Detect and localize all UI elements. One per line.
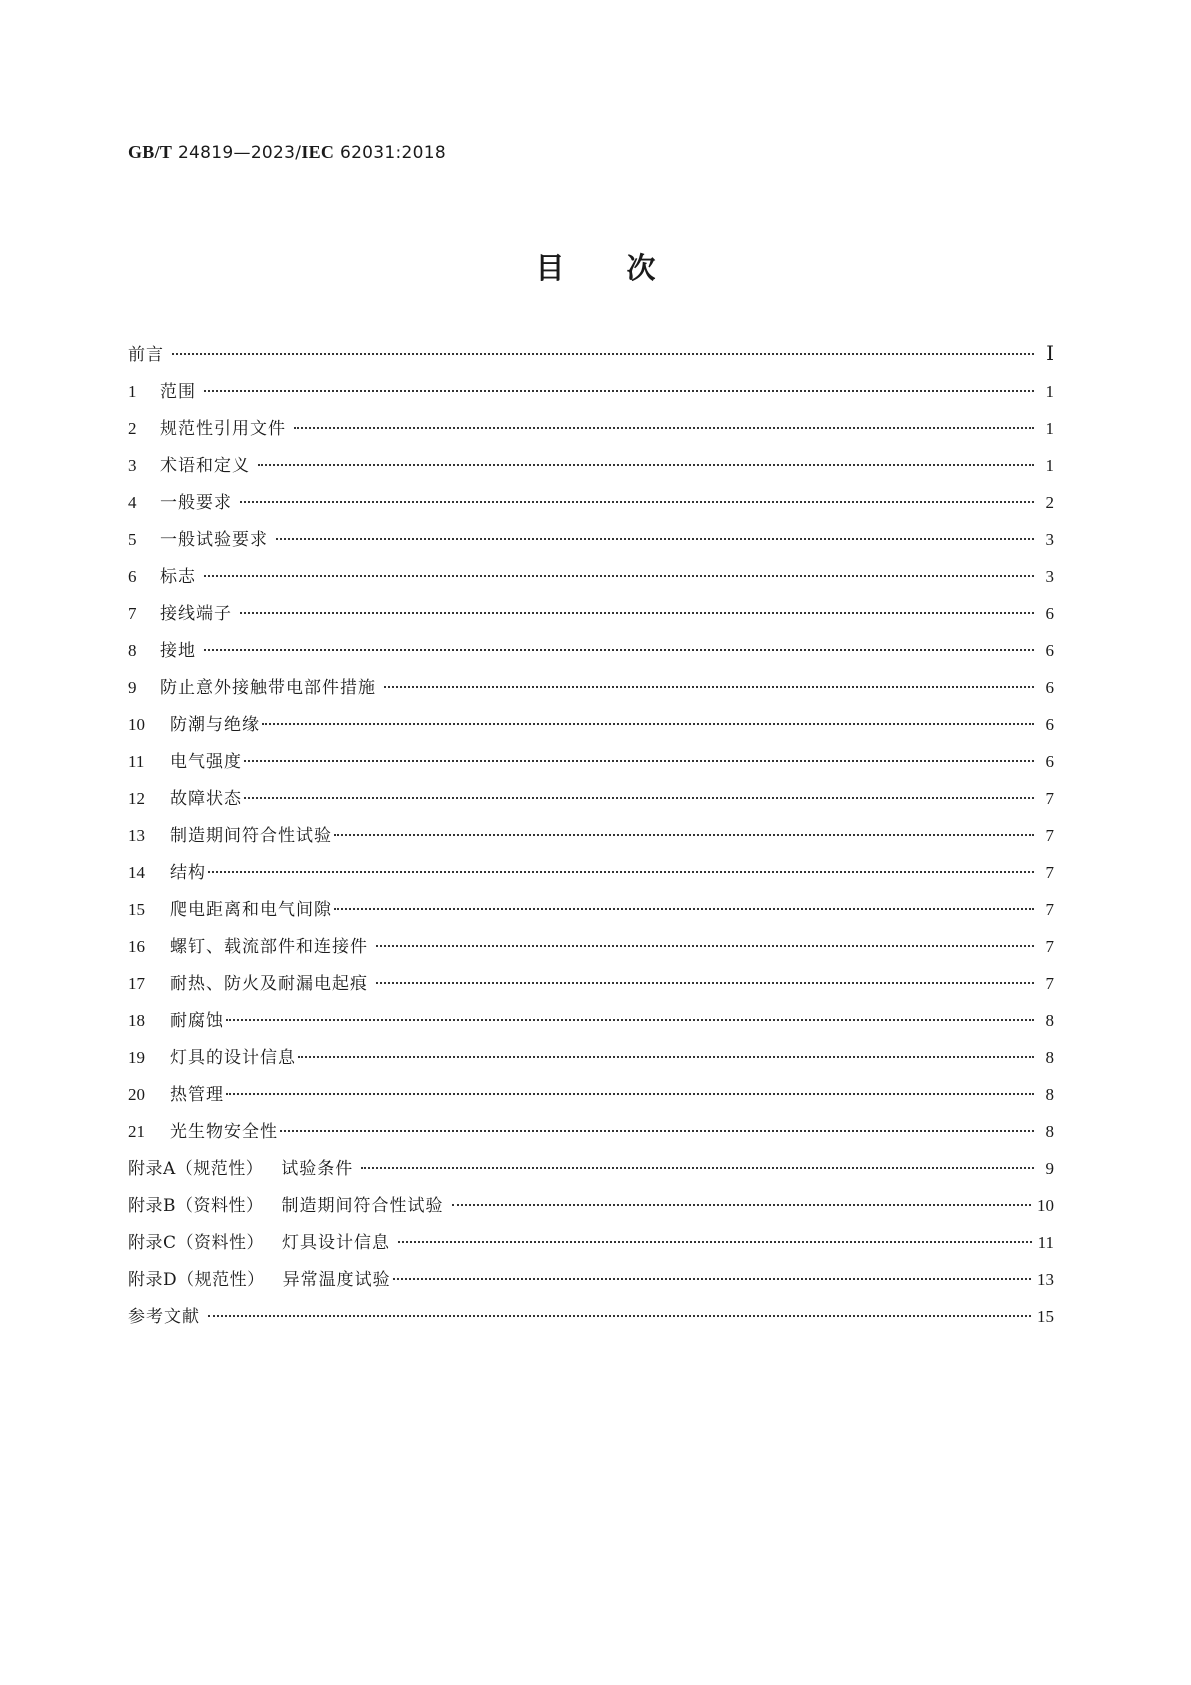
toc-entry-number: 4 (128, 493, 137, 512)
appendix-tag: 附录A（规范性） (128, 1159, 264, 1179)
toc-entry-section[interactable] (128, 673, 1054, 710)
toc-entry-label: 结构 (170, 863, 206, 883)
toc-entry-number: 13 (128, 826, 145, 845)
toc-entry-label: 制造期间符合性试验 (281, 1196, 444, 1216)
toc-entry-label: 范围 (160, 382, 196, 402)
toc-entry-page: 7 (1045, 789, 1054, 808)
page-title: 目次 (535, 251, 718, 285)
toc-entry-section[interactable] (128, 525, 1054, 562)
toc-leader-dots (258, 464, 1034, 466)
toc-entry-page: 6 (1045, 641, 1054, 660)
toc-entry-label: 防潮与绝缘 (170, 715, 260, 735)
toc-entry-section[interactable] (128, 784, 1054, 821)
toc-leader-dots (204, 575, 1034, 577)
toc-entry-number: 20 (128, 1085, 145, 1104)
toc-leader-dots (452, 1204, 1032, 1206)
toc-entry-page: 3 (1045, 567, 1054, 586)
toc-leader-dots (298, 1056, 1034, 1058)
toc-leader-dots (384, 686, 1034, 688)
toc-entry-number: 11 (128, 752, 145, 771)
toc-entry-label: 一般要求 (160, 493, 232, 513)
toc-entry-number: 15 (128, 900, 145, 919)
appendix-tag: 附录B（资料性） (128, 1196, 264, 1216)
toc-leader-dots (204, 649, 1034, 651)
toc-entry-label: 术语和定义 (160, 456, 250, 476)
toc-entry-bibliography[interactable] (128, 1302, 1054, 1339)
toc-entry-appendix[interactable] (128, 1265, 1054, 1302)
toc-leader-dots (398, 1241, 1032, 1243)
standard-number: 24819—2023/ (177, 143, 302, 163)
toc-entry-label: 接地 (160, 641, 196, 661)
toc-entry-label: 异常温度试验 (282, 1270, 391, 1290)
toc-entry-section[interactable] (128, 1080, 1054, 1117)
toc-entry-page: Ⅰ (1046, 343, 1054, 365)
toc-entry-page: 8 (1045, 1011, 1054, 1030)
toc-entry-label: 接线端子 (160, 604, 232, 624)
toc-entry-label: 螺钉、载流部件和连接件 (170, 937, 368, 957)
toc-entry-section[interactable] (128, 932, 1054, 969)
toc-entry-section[interactable] (128, 895, 1054, 932)
toc-entry-page: 10 (1037, 1196, 1054, 1215)
toc-entry-page: 1 (1045, 456, 1054, 475)
toc-leader-dots (280, 1130, 1034, 1132)
toc-leader-dots (361, 1167, 1034, 1169)
toc-entry-section[interactable] (128, 710, 1054, 747)
toc-entry-foreword[interactable] (128, 340, 1054, 377)
toc-entry-label: 制造期间符合性试验 (170, 826, 332, 846)
toc-entry-section[interactable] (128, 414, 1054, 451)
toc-entry-page: 7 (1045, 937, 1054, 956)
toc-entry-label: 规范性引用文件 (160, 419, 286, 439)
toc-entry-label: 试验条件 (281, 1159, 354, 1179)
toc-leader-dots (276, 538, 1034, 540)
toc-entry-page: 7 (1045, 863, 1054, 882)
toc-entry-number: 14 (128, 863, 145, 882)
toc-entry-section[interactable] (128, 1006, 1054, 1043)
toc-entry-number: 9 (128, 678, 137, 697)
toc-leader-dots (376, 982, 1034, 984)
toc-entry-label: 标志 (160, 567, 196, 587)
toc-leader-dots (172, 353, 1034, 355)
toc-entry-section[interactable] (128, 488, 1054, 525)
toc-entry-appendix[interactable] (128, 1154, 1054, 1191)
toc-entry-number: 8 (128, 641, 137, 660)
toc-entry-number: 12 (128, 789, 145, 808)
toc-entry-page: 7 (1045, 974, 1054, 993)
toc-entry-section[interactable] (128, 858, 1054, 895)
toc-leader-dots (226, 1093, 1034, 1095)
toc-entry-page: 6 (1045, 678, 1054, 697)
toc-entry-page: 8 (1045, 1048, 1054, 1067)
toc-entry-label: 防止意外接触带电部件措施 (160, 678, 376, 698)
toc-entry-number: 17 (128, 974, 145, 993)
toc-entry-number: 3 (128, 456, 137, 475)
appendix-tag: 附录D（规范性） (128, 1270, 265, 1290)
toc-entry-page: 7 (1045, 826, 1054, 845)
toc-entry-appendix[interactable] (128, 1191, 1054, 1228)
toc-entry-page: 2 (1045, 493, 1054, 512)
toc-entry-section[interactable] (128, 599, 1054, 636)
toc-entry-label: 爬电距离和电气间隙 (170, 900, 332, 920)
toc-entry-label: 耐腐蚀 (170, 1011, 224, 1031)
toc-leader-dots (208, 1315, 1031, 1317)
toc-entry-label: 电气强度 (170, 752, 242, 772)
table-of-contents (128, 340, 1054, 1339)
toc-entry-label: 一般试验要求 (160, 530, 268, 550)
toc-entry-page: 6 (1045, 604, 1054, 623)
toc-entry-page: 7 (1045, 900, 1054, 919)
toc-entry-section[interactable] (128, 969, 1054, 1006)
appendix-tag: 附录C（资料性） (128, 1233, 265, 1253)
toc-leader-dots (294, 427, 1034, 429)
toc-entry-section[interactable] (128, 562, 1054, 599)
toc-leader-dots (226, 1019, 1034, 1021)
toc-entry-section[interactable] (128, 1043, 1054, 1080)
iec-number: 62031:2018 (339, 143, 447, 163)
toc-entry-number: 10 (128, 715, 145, 734)
standard-code (128, 142, 446, 163)
toc-entry-label: 光生物安全性 (170, 1122, 278, 1142)
toc-entry-section[interactable] (128, 451, 1054, 488)
toc-leader-dots (334, 834, 1034, 836)
toc-entry-label: 故障状态 (170, 789, 242, 809)
toc-leader-dots (393, 1278, 1031, 1280)
toc-entry-page: 11 (1037, 1233, 1054, 1252)
toc-entry-section[interactable] (128, 636, 1054, 673)
standard-prefix: GB/T (128, 142, 173, 162)
toc-entry-number: 2 (128, 419, 137, 438)
toc-entry-appendix[interactable] (128, 1228, 1054, 1265)
toc-entry-number: 6 (128, 567, 137, 586)
toc-entry-page: 8 (1045, 1122, 1054, 1141)
toc-entry-label: 耐热、防火及耐漏电起痕 (170, 974, 368, 994)
toc-leader-dots (376, 945, 1034, 947)
toc-entry-page: 6 (1045, 752, 1054, 771)
toc-entry-number: 16 (128, 937, 145, 956)
toc-entry-section[interactable] (128, 821, 1054, 858)
toc-entry-number: 18 (128, 1011, 145, 1030)
toc-entry-page: 3 (1045, 530, 1054, 549)
toc-leader-dots (240, 501, 1034, 503)
toc-entry-number: 1 (128, 382, 137, 401)
toc-entry-page: 15 (1037, 1307, 1054, 1326)
toc-leader-dots (240, 612, 1034, 614)
iec-prefix: IEC (301, 142, 335, 162)
toc-entry-page: 9 (1045, 1159, 1054, 1178)
toc-entry-section[interactable] (128, 747, 1054, 784)
toc-entry-page: 6 (1045, 715, 1054, 734)
toc-entry-number: 5 (128, 530, 137, 549)
toc-entry-number: 19 (128, 1048, 145, 1067)
toc-leader-dots (262, 723, 1034, 725)
toc-entry-section[interactable] (128, 1117, 1054, 1154)
toc-entry-page: 1 (1045, 419, 1054, 438)
toc-entry-label: 参考文献 (128, 1307, 200, 1327)
toc-entry-number: 21 (128, 1122, 145, 1141)
toc-leader-dots (334, 908, 1034, 910)
toc-entry-label: 热管理 (170, 1085, 224, 1105)
toc-entry-section[interactable] (128, 377, 1054, 414)
toc-leader-dots (244, 797, 1034, 799)
toc-entry-number: 7 (128, 604, 137, 623)
toc-entry-page: 1 (1045, 382, 1054, 401)
toc-entry-page: 13 (1037, 1270, 1054, 1289)
toc-entry-label: 灯具设计信息 (282, 1233, 391, 1253)
toc-leader-dots (204, 390, 1034, 392)
toc-leader-dots (244, 760, 1034, 762)
toc-leader-dots (208, 871, 1034, 873)
toc-entry-label: 灯具的设计信息 (170, 1048, 296, 1068)
toc-entry-page: 8 (1045, 1085, 1054, 1104)
toc-entry-label: 前言 (128, 345, 164, 365)
